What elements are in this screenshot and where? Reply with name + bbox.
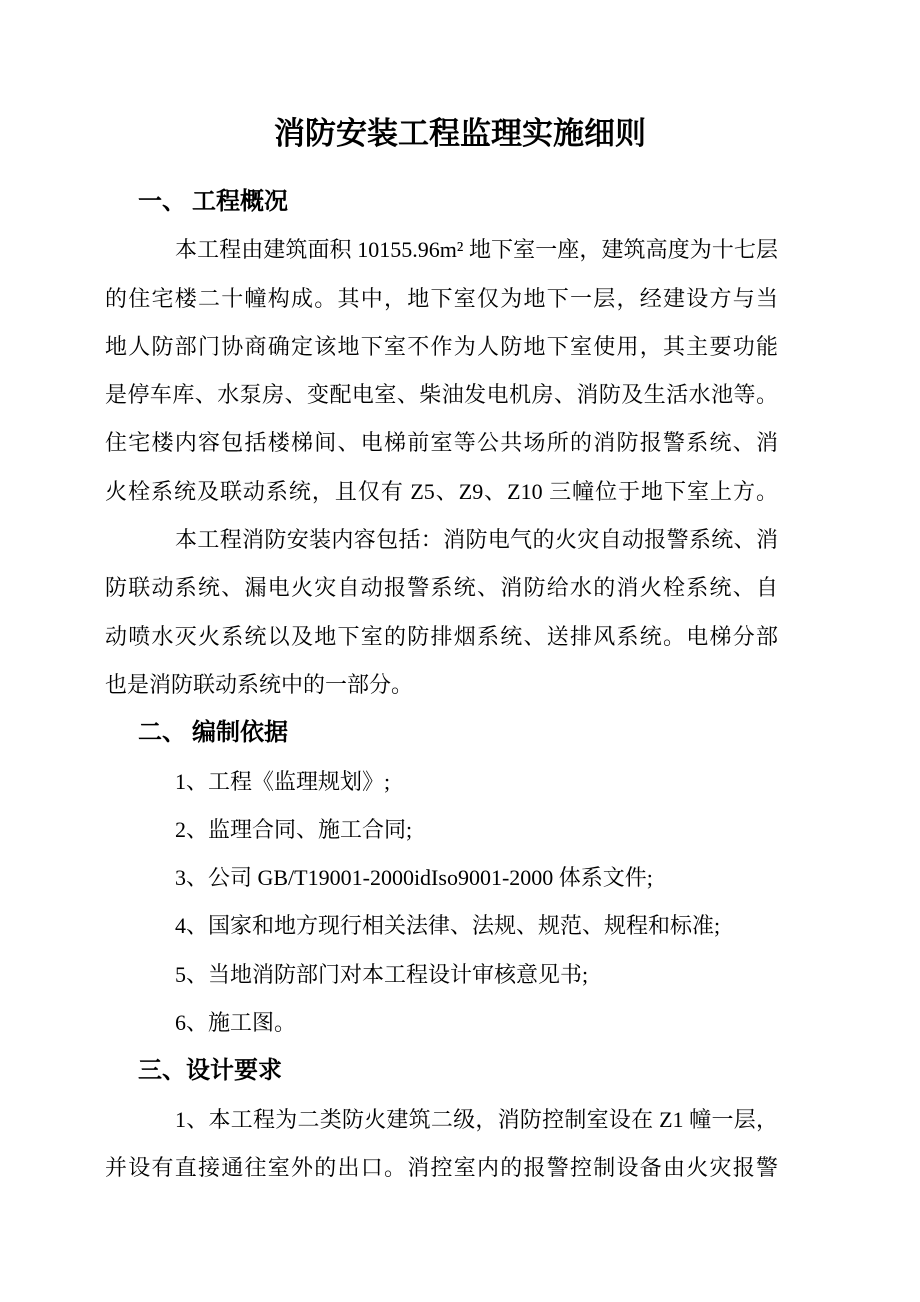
list-item: 4、国家和地方现行相关法律、法规、规范、规程和标准; <box>175 913 721 939</box>
section-3-heading: 三、设计要求 <box>138 1058 282 1085</box>
document-title: 消防安装工程监理实施细则 <box>274 116 646 151</box>
document-body <box>105 178 778 1192</box>
list-item: 5、当地消防部门对本工程设计审核意见书; <box>175 961 589 987</box>
section-1-paragraph-1 <box>105 226 778 516</box>
text-line: 是停车库、水泵房、变配电室、柴油发电机房、消防及生活水池等。 <box>105 382 778 408</box>
text-line: 动喷水灭火系统以及地下室的防排烟系统、送排风系统。电梯分部 <box>105 623 778 649</box>
text-line: 并设有直接通往室外的出口。消控室内的报警控制设备由火灾报警 <box>105 1154 778 1180</box>
section-2-heading: 二、 编制依据 <box>138 720 288 747</box>
text-line: 地人防部门协商确定该地下室不作为人防地下室使用，其主要功能 <box>105 333 778 359</box>
section-3-paragraph-1 <box>105 1096 778 1193</box>
list-item: 6、施工图。 <box>175 1010 297 1036</box>
text-line: 住宅楼内容包括楼梯间、电梯前室等公共场所的消防报警系统、消 <box>105 430 778 456</box>
section-2-list <box>105 758 778 1048</box>
text-line: 本工程消防安装内容包括：消防电气的火灾自动报警系统、消 <box>175 527 778 553</box>
list-item: 2、监理合同、施工合同; <box>175 816 413 842</box>
section-1-heading: 一、 工程概况 <box>138 189 288 215</box>
text-line: 火栓系统及联动系统，且仅有 Z5、Z9、Z10 三幢位于地下室上方。 <box>105 478 778 504</box>
text-line: 也是消防联动系统中的一部分。 <box>105 671 414 697</box>
text-line: 1、本工程为二类防火建筑二级，消防控制室设在 Z1 幢一层， <box>175 1106 778 1132</box>
section-1-paragraph-2 <box>105 516 778 709</box>
list-item: 3、公司 GB/T19001-2000idIso9001-2000 体系文件; <box>175 865 653 891</box>
list-item: 1、工程《监理规划》; <box>175 768 391 794</box>
text-line: 本工程由建筑面积 10155.96m² 地下室一座，建筑高度为十七层 <box>175 237 778 263</box>
text-line: 防联动系统、漏电火灾自动报警系统、消防给水的消火栓系统、自 <box>105 575 778 601</box>
text-line: 的住宅楼二十幢构成。其中，地下室仅为地下一层，经建设方与当 <box>105 285 778 311</box>
